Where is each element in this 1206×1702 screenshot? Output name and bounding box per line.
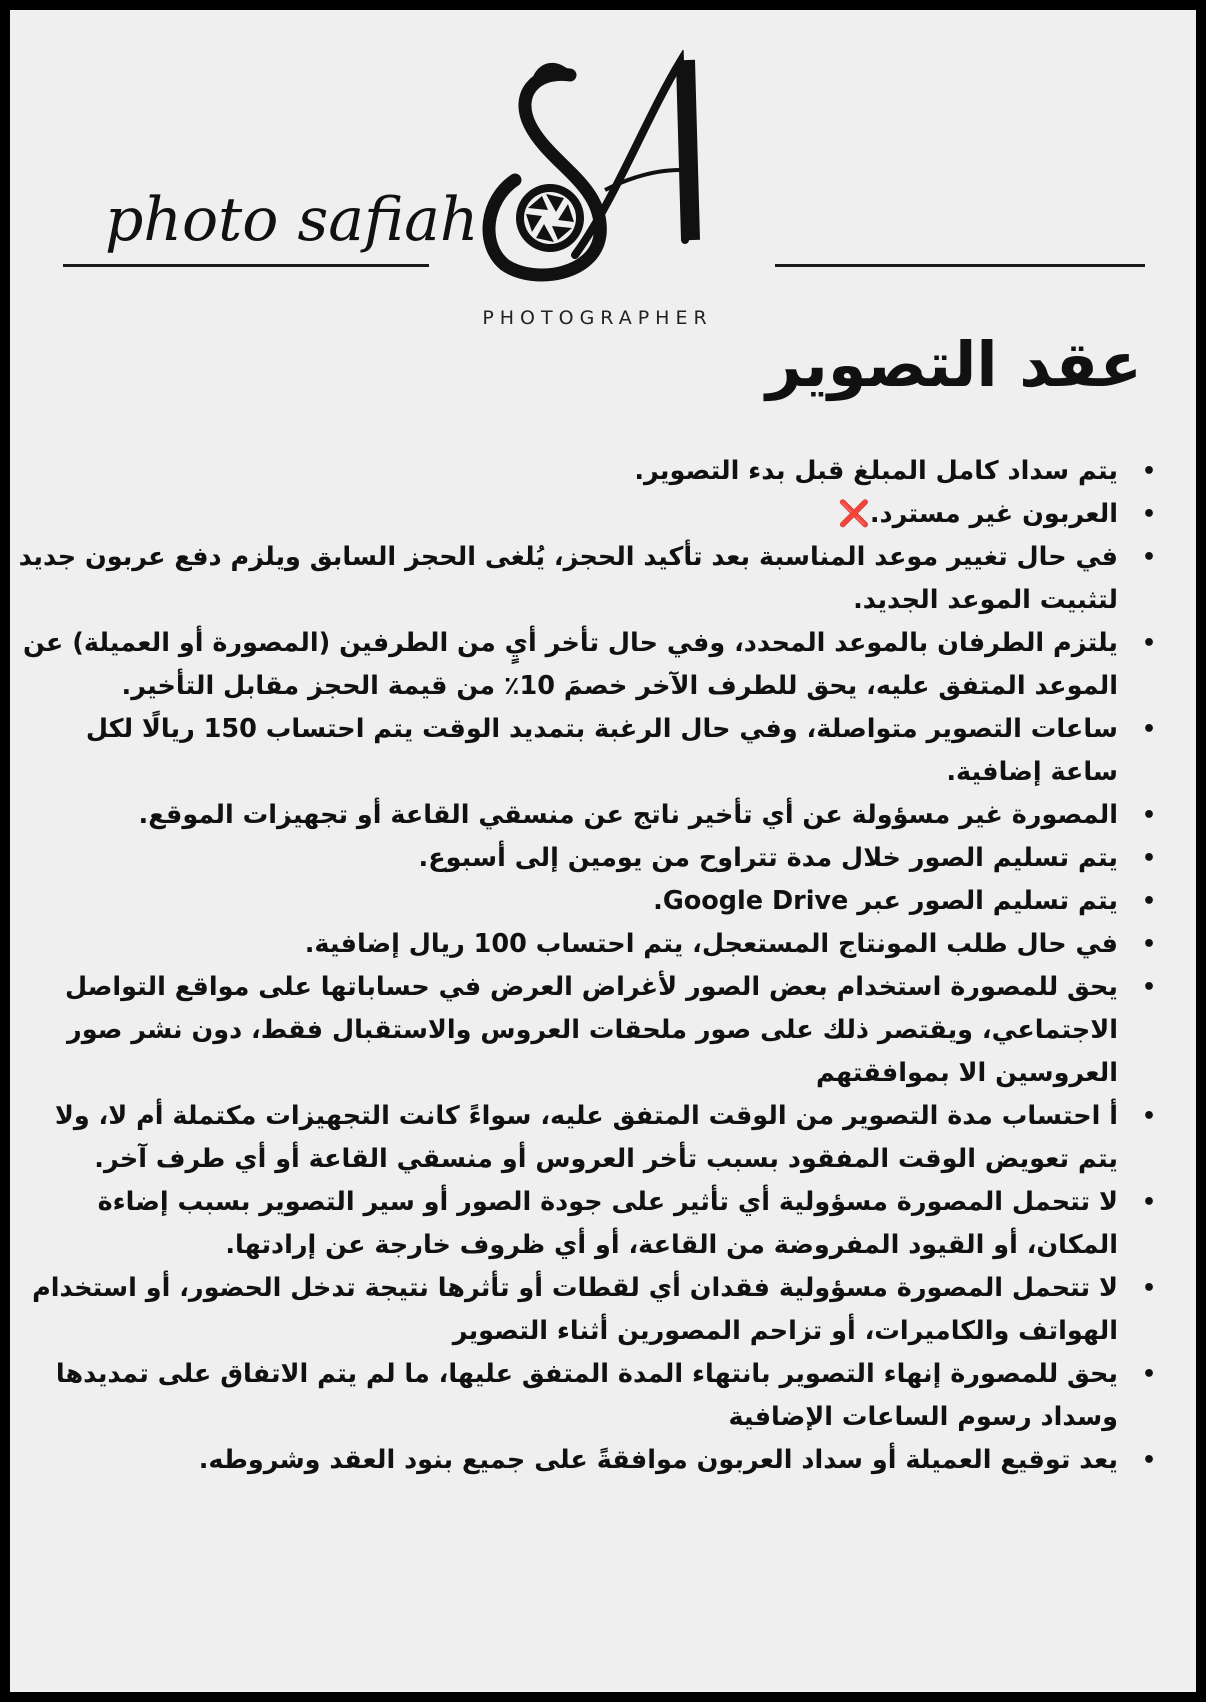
left-rule: [63, 264, 429, 267]
contract-title: عقد التصوير: [765, 328, 1142, 401]
logo: [475, 50, 745, 290]
term-item: • يحق للمصورة إنهاء التصوير بانتهاء المدة المتفق عليها، ما لم يتم الاتفاق على تمديدها وسداد رسوم الساعات الإضافية: [18, 1353, 1168, 1439]
bullet-icon: •: [1141, 846, 1156, 871]
bullet-icon: •: [1141, 545, 1156, 570]
term-item: • أ احتساب مدة التصوير من الوقت المتفق عليه، سواءً كانت التجهيزات مكتملة أم لا، ولا يتم تعويض الوقت المفقود بسبب تأخر العروس أو منسقي القاعة أو أي طرف آخر.: [18, 1095, 1168, 1181]
bullet-icon: •: [1141, 1448, 1156, 1473]
term-item: • لا تتحمل المصورة مسؤولية أي تأثير على جودة الصور أو سير التصوير بسبب إضاءة المكان، أو القيود المفروضة من القاعة، أو أي ظروف خارجة عن إرادتها.: [18, 1181, 1168, 1267]
term-item: • يتم تسليم الصور خلال مدة تتراوح من يومين إلى أسبوع.: [18, 837, 1168, 880]
logo-tagline: PHOTOGRAPHER: [482, 307, 713, 329]
bullet-icon: •: [1141, 1362, 1156, 1387]
contract-sheet: [10, 10, 1196, 1692]
term-item: • في حال طلب المونتاج المستعجل، يتم احتساب 100 ريال إضافية.: [18, 923, 1168, 966]
term-item: • لا تتحمل المصورة مسؤولية فقدان أي لقطات أو تأثرها نتيجة تدخل الحضور، أو استخدام الهواتف والكاميرات، أو تزاحم المصورين أثناء التصوير: [18, 1267, 1168, 1353]
term-item: • في حال تغيير موعد المناسبة بعد تأكيد الحجز، يُلغى الحجز السابق ويلزم دفع عربون جديد لتثبيت الموعد الجديد.: [18, 536, 1168, 622]
bullet-icon: •: [1141, 1104, 1156, 1129]
camera-aperture-icon: [516, 184, 584, 252]
bullet-icon: •: [1141, 889, 1156, 914]
red-x-icon: ❌: [838, 499, 870, 529]
term-item: • يعد توقيع العميلة أو سداد العربون موافقةً على جميع بنود العقد وشروطه.: [18, 1439, 1168, 1482]
bullet-icon: •: [1141, 975, 1156, 1000]
logo-letter-a: [575, 62, 685, 255]
bullet-icon: •: [1141, 1190, 1156, 1215]
bullet-icon: •: [1141, 1276, 1156, 1301]
bullet-icon: •: [1141, 502, 1156, 527]
terms-list: [18, 450, 1168, 1482]
bullet-icon: •: [1141, 717, 1156, 742]
term-item: • المصورة غير مسؤولة عن أي تأخير ناتج عن منسقي القاعة أو تجهيزات الموقع.: [18, 794, 1168, 837]
term-item: • يحق للمصورة استخدام بعض الصور لأغراض العرض في حساباتها على مواقع التواصل الاجتماعي، ويقتصر ذلك على صور ملحقات العروس والاستقبال فقط، دون نشر صور العروسين الا بموافقتهم: [18, 966, 1168, 1095]
bullet-icon: •: [1141, 932, 1156, 957]
term-item: • يتم سداد كامل المبلغ قبل بدء التصوير.: [18, 450, 1168, 493]
term-item: • يلتزم الطرفان بالموعد المحدد، وفي حال تأخر أيٍ من الطرفين (المصورة أو العميلة) عن الموعد المتفق عليه، يحق للطرف الآخر خصمَ 10٪ من قيمة الحجز مقابل التأخير.: [18, 622, 1168, 708]
term-item: • ساعات التصوير متواصلة، وفي حال الرغبة بتمديد الوقت يتم احتساب 150 ريالًا لكل ساعة إضافية.: [18, 708, 1168, 794]
term-item: • يتم تسليم الصور عبر Google Drive.: [18, 880, 1168, 923]
brand-name: photo safiah: [105, 185, 479, 255]
bullet-icon: •: [1141, 631, 1156, 656]
bullet-icon: •: [1141, 459, 1156, 484]
term-item: • العربون غير مسترد.❌: [18, 493, 1168, 536]
bullet-icon: •: [1141, 803, 1156, 828]
right-rule: [775, 264, 1145, 267]
